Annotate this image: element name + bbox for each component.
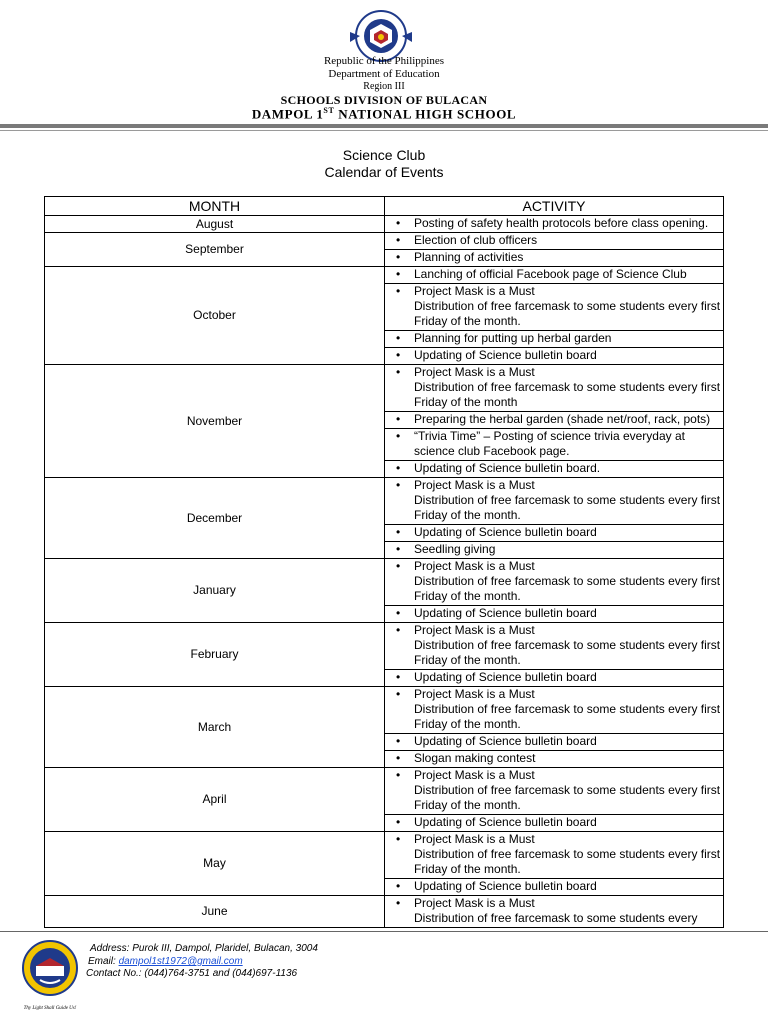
activity-text: • Slogan making contest: [414, 751, 536, 765]
document-title: Science Club: [342, 147, 426, 163]
activity-text: • Updating of Science bulletin board: [414, 734, 597, 748]
header-school-name: [0, 106, 768, 122]
activity-text: • Project Mask is a Must: [414, 284, 535, 298]
activity-text: • Planning for putting up herbal garden: [414, 331, 612, 345]
header-divider-thin: [0, 130, 768, 131]
activity-text: • Updating of Science bulletin board: [414, 606, 597, 620]
activity-text: • Updating of Science bulletin board: [414, 879, 597, 893]
activity-text: • Project Mask is a Must: [414, 687, 535, 701]
activity-text: • Project Mask is a Must: [414, 768, 535, 782]
activity-text: Distribution of free farcemask to some students every first Friday of the month.: [414, 638, 721, 667]
header-divider: [0, 124, 768, 128]
activity-cell: [385, 365, 724, 412]
table-row: [45, 233, 724, 250]
school-name-part: NATIONAL HIGH SCHOOL: [334, 106, 517, 122]
footer-contact: Contact No.: (044)764-3751 and (044)697-1136: [86, 968, 298, 979]
activity-cell: [385, 478, 724, 525]
month-cell: December: [45, 478, 385, 559]
activity-cell: [385, 525, 724, 542]
month-cell: October: [45, 267, 385, 365]
activity-cell: [385, 331, 724, 348]
table-row: [45, 267, 724, 284]
table-row: [45, 896, 724, 928]
table-row: [45, 687, 724, 734]
activity-cell: [385, 559, 724, 606]
activity-cell: [385, 250, 724, 267]
activity-text: • Updating of Science bulletin board: [414, 670, 597, 684]
footer-email-link[interactable]: dampol1st1972@gmail.com: [118, 956, 243, 967]
table-row: [45, 768, 724, 815]
activity-text: Distribution of free farcemask to some students every first Friday of the month.: [414, 493, 721, 522]
month-cell: November: [45, 365, 385, 478]
month-cell: June: [45, 896, 385, 928]
header-republic: Republic of the Philippines: [323, 55, 445, 67]
month-cell: February: [45, 623, 385, 687]
calendar-table: [44, 196, 724, 928]
activity-cell: [385, 687, 724, 734]
activity-text: • Project Mask is a Must: [414, 896, 535, 910]
table-row: [45, 559, 724, 606]
activity-cell: [385, 751, 724, 768]
column-header-month: MONTH: [45, 197, 385, 216]
activity-text: • Election of club officers: [414, 233, 538, 247]
activity-cell: [385, 832, 724, 879]
month-cell: January: [45, 559, 385, 623]
activity-text: Distribution of free farcemask to some students every first Friday of the month.: [414, 847, 721, 876]
table-row: [45, 478, 724, 525]
month-cell: April: [45, 768, 385, 832]
activity-cell: [385, 429, 724, 461]
column-header-activity: ACTIVITY: [385, 197, 724, 216]
header-division: SCHOOLS DIVISION OF BULACAN: [280, 93, 488, 107]
activity-cell: [385, 267, 724, 284]
activity-cell: [385, 461, 724, 478]
month-cell: May: [45, 832, 385, 896]
activity-cell: [385, 542, 724, 559]
activity-text: Distribution of free farcemask to some students every first Friday of the month.: [414, 702, 721, 731]
school-motto: Thy Light Shall Guide Us!: [23, 1006, 77, 1011]
activity-text: • Preparing the herbal garden (shade net/roof, rack, pots): [414, 412, 711, 426]
activity-cell: [385, 233, 724, 250]
calendar-table-body: [45, 216, 724, 928]
activity-text: • Project Mask is a Must: [414, 559, 535, 573]
activity-text: • Project Mask is a Must: [414, 623, 535, 637]
activity-text: Distribution of free farcemask to some students every first Friday of the month: [414, 380, 721, 409]
activity-text: Distribution of free farcemask to some students every first Friday of the month.: [414, 574, 721, 603]
footer-address: Address: Purok III, Dampol, Plaridel, Bulacan, 3004: [90, 943, 318, 954]
activity-text: • Posting of safety health protocols before class opening.: [414, 216, 709, 230]
activity-cell: [385, 879, 724, 896]
activity-text: Distribution of free farcemask to some students every first Friday of the month.: [414, 299, 721, 328]
activity-text: • Seedling giving: [414, 542, 496, 556]
activity-cell: [385, 623, 724, 670]
activity-cell: [385, 348, 724, 365]
footer-divider: [0, 931, 768, 932]
activity-text: • Project Mask is a Must: [414, 365, 535, 379]
school-name-superscript: ST: [323, 106, 335, 115]
activity-cell: [385, 606, 724, 623]
footer-email-line: [88, 956, 243, 967]
table-row: [45, 623, 724, 670]
activity-cell: [385, 670, 724, 687]
activity-text: • Lanching of official Facebook page of Science Club: [414, 267, 687, 281]
activity-cell: [385, 284, 724, 331]
activity-text: • Planning of activities: [414, 250, 524, 264]
header-department: Department of Education: [328, 68, 440, 80]
school-logo-icon: [22, 940, 78, 996]
activity-cell: [385, 768, 724, 815]
month-cell: September: [45, 233, 385, 267]
activity-cell: [385, 896, 724, 928]
activity-cell: [385, 815, 724, 832]
activity-text: Distribution of free farcemask to some students every first Friday of the month.: [414, 783, 721, 812]
footer-email-label: Email:: [88, 956, 119, 967]
header-region: Region III: [363, 81, 405, 92]
activity-cell: [385, 734, 724, 751]
table-row: [45, 365, 724, 412]
table-header-row: [45, 197, 724, 216]
activity-text: • Updating of Science bulletin board: [414, 815, 597, 829]
month-cell: August: [45, 216, 385, 233]
activity-text: Distribution of free farcemask to some students every: [414, 911, 698, 925]
activity-cell: [385, 216, 724, 233]
school-name-part: DAMPOL 1: [251, 106, 324, 122]
activity-text: • Project Mask is a Must: [414, 832, 535, 846]
table-row: [45, 216, 724, 233]
activity-text: • Updating of Science bulletin board: [414, 525, 597, 539]
activity-text: • Project Mask is a Must: [414, 478, 535, 492]
table-row: [45, 832, 724, 879]
activity-cell: [385, 412, 724, 429]
document-subtitle: Calendar of Events: [324, 164, 444, 180]
activity-text: • Updating of Science bulletin board: [414, 348, 597, 362]
activity-text: • “Trivia Time” – Posting of science trivia everyday at science club Facebook page.: [414, 429, 685, 458]
activity-text: • Updating of Science bulletin board.: [414, 461, 601, 475]
month-cell: March: [45, 687, 385, 768]
